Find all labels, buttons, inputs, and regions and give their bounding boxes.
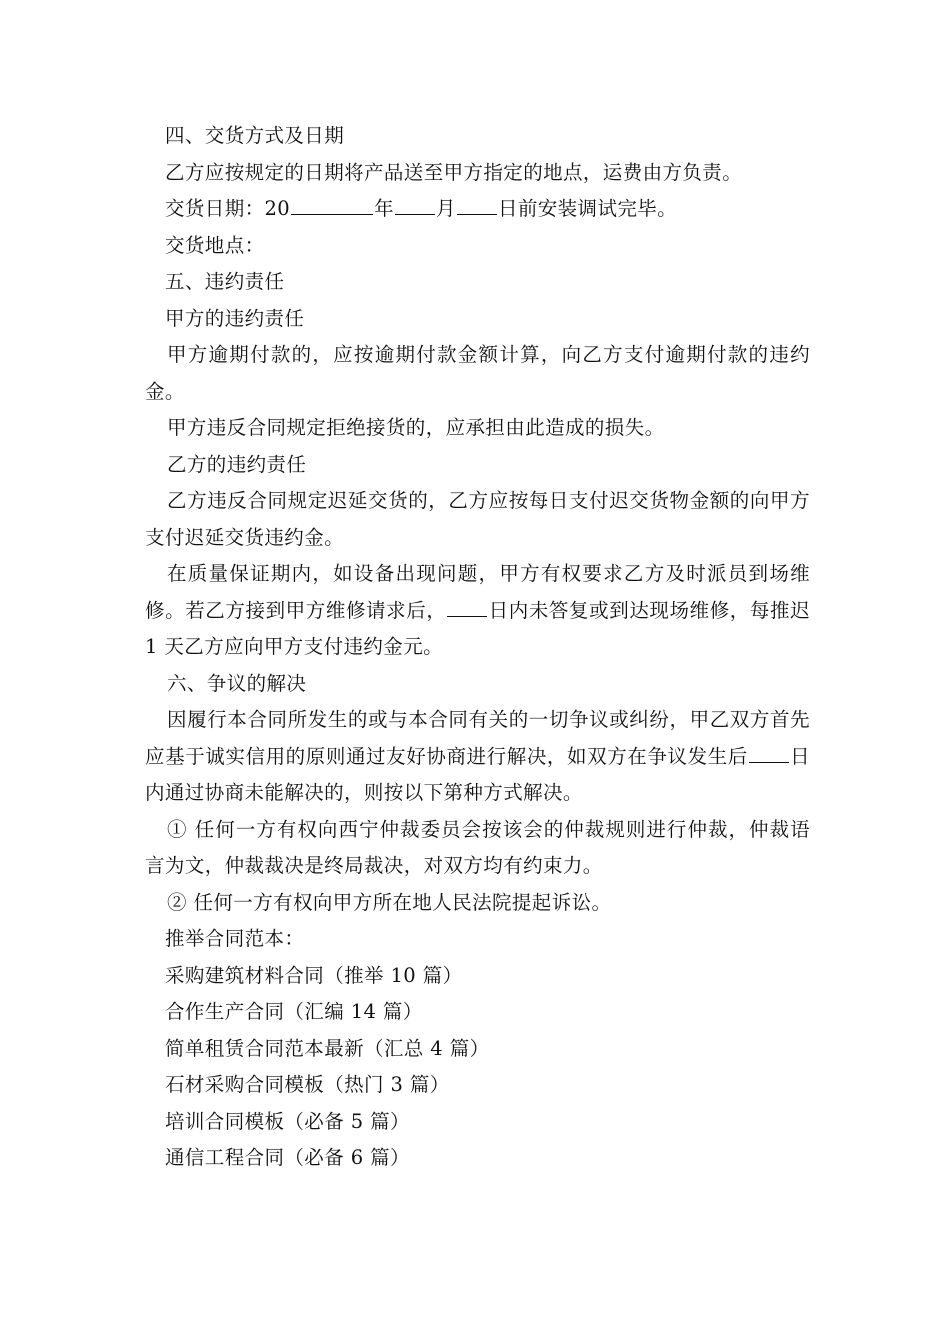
recommended-link[interactable]: 简单租赁合同范本最新（汇总 4 篇） bbox=[165, 1036, 490, 1060]
text-run: 日前安装调试完毕。 bbox=[497, 197, 678, 220]
subheading-party-b: 乙方的违约责任 bbox=[167, 452, 307, 476]
paragraph: 乙方违反合同规定迟延交货的，乙方应按每日支付迟交货物金额的向甲方支付迟延交货违约金。 bbox=[145, 489, 810, 549]
text-run: 在质量保证期内，如设备出现问题，甲方有权要求乙方及时派员到场维修。若乙方接到甲方维修请求后， bbox=[145, 562, 810, 622]
paragraph: 甲方逾期付款的，应按逾期付款金额计算，向乙方支付逾期付款的违约金。 bbox=[145, 343, 810, 403]
paragraph-dispute bbox=[145, 702, 810, 812]
recommended-heading: 推举合同范本： bbox=[165, 927, 305, 950]
fill-blank-year bbox=[291, 194, 373, 215]
text-run: 日内通过协商未能解决的，则按以下第种方式解决。 bbox=[145, 744, 810, 804]
section-heading-delivery: 四、交货方式及日期 bbox=[165, 124, 345, 147]
recommended-link[interactable]: 采购建筑材料合同（推举 10 篇） bbox=[165, 963, 463, 987]
delivery-date-line bbox=[145, 191, 810, 228]
recommended-link[interactable]: 石材采购合同模板（热门 3 篇） bbox=[165, 1073, 450, 1096]
paragraph: 乙方应按规定的日期将产品送至甲方指定的地点，运费由方负责。 bbox=[165, 160, 743, 184]
text-run: 日内未答复或到达现场维修，每推迟 1 天乙方应向甲方支付违约金元。 bbox=[145, 598, 810, 658]
fill-blank-days bbox=[749, 742, 789, 763]
text-run: 年 bbox=[374, 197, 395, 220]
paragraph: 交货地点： bbox=[165, 233, 265, 257]
fill-blank-days bbox=[447, 596, 487, 617]
recommended-link[interactable]: 合作生产合同（汇编 14 篇） bbox=[165, 1000, 423, 1023]
recommended-link[interactable]: 通信工程合同（必备 6 篇） bbox=[165, 1146, 410, 1169]
paragraph-arbitration: ① 任何一方有权向西宁仲裁委员会按该会的仲裁规则进行仲裁，仲裁语言为文，仲裁裁决是终局裁决，对双方均有约束力。 bbox=[145, 817, 810, 877]
paragraph: 甲方违反合同规定拒绝接货的，应承担由此造成的损失。 bbox=[167, 416, 665, 439]
text-run: 因履行本合同所发生的或与本合同有关的一切争议或纠纷，甲乙双方首先应基于诚实信用的原则通过友好协商进行解决，如双方在争议发生后 bbox=[145, 708, 810, 768]
recommended-list bbox=[145, 958, 810, 1177]
section-heading-liability: 五、违约责任 bbox=[165, 270, 285, 293]
recommended-link[interactable]: 培训合同模板（必备 5 篇） bbox=[165, 1109, 410, 1133]
text-run: 交货日期：20 bbox=[165, 197, 291, 220]
document-body bbox=[145, 118, 810, 1177]
fill-blank-day bbox=[457, 194, 497, 215]
paragraph-maintenance bbox=[145, 556, 810, 666]
section-heading-dispute: 六、争议的解决 bbox=[167, 671, 307, 695]
paragraph-litigation: ② 任何一方有权向甲方所在地人民法院提起诉讼。 bbox=[167, 890, 612, 914]
subheading-party-a: 甲方的违约责任 bbox=[165, 306, 305, 330]
fill-blank-month bbox=[395, 194, 435, 215]
text-run: 月 bbox=[436, 197, 456, 220]
